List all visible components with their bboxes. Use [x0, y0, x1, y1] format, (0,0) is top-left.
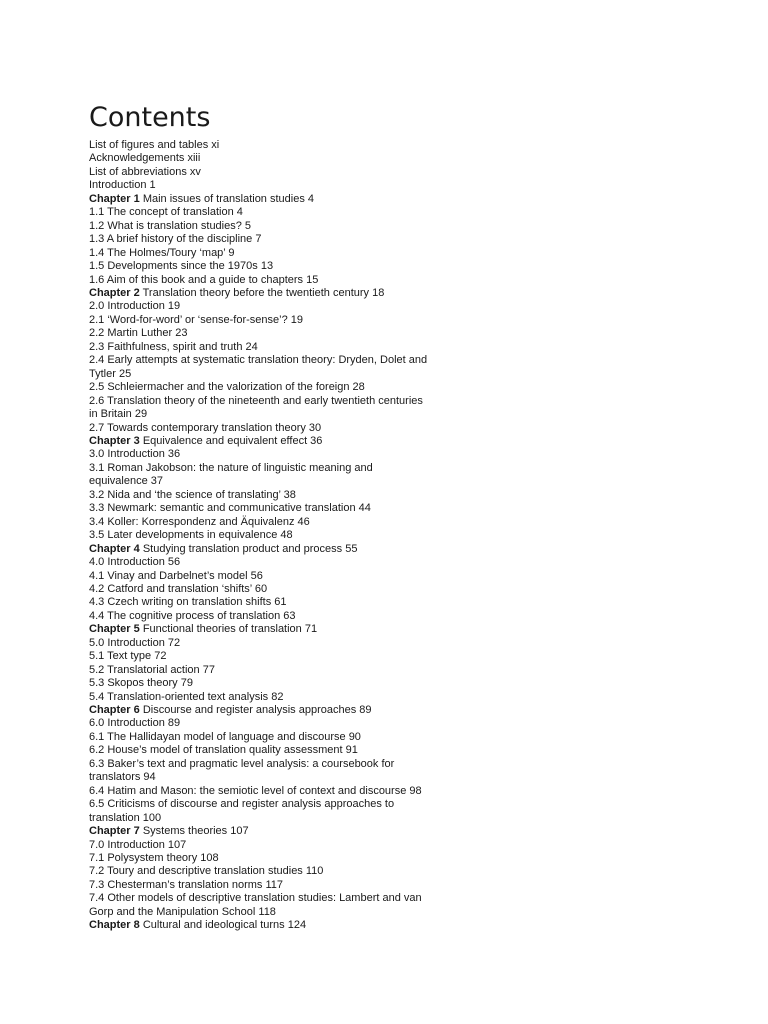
- toc-entry: [89, 529, 429, 542]
- toc-entry: [89, 395, 429, 422]
- toc-entry: [89, 879, 429, 892]
- toc-entry-text: 6.3 Baker’s text and pragmatic level analysis: a coursebook for translators 94: [89, 757, 395, 784]
- chapter-heading: [89, 623, 429, 636]
- toc-entry-text: 6.4 Hatim and Mason: the semiotic level of context and discourse 98: [89, 784, 422, 797]
- toc-entry-text: 2.3 Faithfulness, spirit and truth 24: [89, 340, 258, 353]
- toc-entry-text: Translation theory before the twentieth century 18: [142, 286, 385, 299]
- toc-entry: [89, 650, 429, 663]
- toc-entry: [89, 462, 429, 489]
- toc-entry-text: 2.7 Towards contemporary translation theory 30: [89, 421, 322, 434]
- chapter-heading: [89, 543, 429, 556]
- toc-entry: [89, 341, 429, 354]
- toc-entry-text: 3.2 Nida and ‘the science of translating’ 38: [89, 488, 296, 501]
- toc-entry-text: 3.5 Later developments in equivalence 48: [89, 529, 293, 542]
- toc-entry: [89, 381, 429, 394]
- toc-entry-text: Studying translation product and process 55: [142, 542, 358, 555]
- toc-entry: [89, 300, 429, 313]
- toc-entry: [89, 260, 429, 273]
- chapter-label: Chapter 2: [89, 286, 140, 299]
- toc-entry-text: Functional theories of translation 71: [142, 623, 318, 636]
- toc-entry-text: 5.2 Translatorial action 77: [89, 663, 215, 676]
- toc-entry-text: 7.4 Other models of descriptive translation studies: Lambert and van Gorp and the Manipulation School 118: [89, 892, 422, 918]
- toc-entry-text: 4.1 Vinay and Darbelnet’s model 56: [89, 569, 263, 582]
- chapter-heading: [89, 193, 429, 206]
- toc-entry: [89, 139, 429, 152]
- toc-entry: [89, 179, 429, 192]
- toc-entry: [89, 892, 429, 919]
- chapter-label: Chapter 6: [89, 704, 140, 717]
- toc-entry-text: 7.2 Toury and descriptive translation studies 110: [89, 865, 324, 878]
- toc-entry-text: 1.3 A brief history of the discipline 7: [89, 233, 262, 246]
- toc-entry: [89, 327, 429, 340]
- toc-entry-text: 5.1 Text type 72: [89, 650, 167, 663]
- chapter-heading: [89, 435, 429, 448]
- toc-entry-text: 1.1 The concept of translation 4: [89, 206, 243, 219]
- toc-entry-text: 2.4 Early attempts at systematic translation theory: Dryden, Dolet and Tytler 25: [89, 354, 428, 380]
- toc-entry-text: 3.0 Introduction 36: [89, 448, 181, 461]
- toc-entry-text: Equivalence and equivalent effect 36: [142, 434, 323, 447]
- toc-entry: [89, 206, 429, 219]
- toc-entry: [89, 220, 429, 233]
- toc-entry-text: 1.5 Developments since the 1970s 13: [89, 260, 274, 273]
- page-title: Contents: [89, 102, 211, 133]
- chapter-label: Chapter 7: [89, 825, 140, 838]
- toc-entry-text: 4.2 Catford and translation ‘shifts’ 60: [89, 582, 268, 595]
- chapter-heading: [89, 825, 429, 838]
- chapter-heading: [89, 287, 429, 300]
- toc-entry: [89, 166, 429, 179]
- toc-entry-text: 6.1 The Hallidayan model of language and discourse 90: [89, 730, 361, 743]
- chapter-label: Chapter 1: [89, 192, 140, 205]
- contents-list: [89, 139, 429, 933]
- toc-entry: [89, 637, 429, 650]
- toc-entry: [89, 516, 429, 529]
- toc-entry: [89, 664, 429, 677]
- chapter-heading: [89, 919, 429, 932]
- toc-entry-text: 6.2 House’s model of translation quality assessment 91: [89, 744, 358, 757]
- chapter-label: Chapter 8: [89, 919, 140, 932]
- toc-entry-text: 2.1 ‘Word-for-word’ or ‘sense-for-sense’? 19: [89, 313, 303, 326]
- toc-entry-text: 7.3 Chesterman’s translation norms 117: [89, 878, 284, 891]
- toc-entry: [89, 502, 429, 515]
- toc-entry-text: 5.0 Introduction 72: [89, 636, 181, 649]
- toc-entry-text: 2.5 Schleiermacher and the valorization of the foreign 28: [89, 381, 365, 394]
- toc-entry-text: 1.6 Aim of this book and a guide to chapters 15: [89, 273, 319, 286]
- toc-entry-text: 3.4 Koller: Korrespondenz and Äquivalenz 46: [89, 515, 310, 528]
- toc-entry-text: Acknowledgements xiii: [89, 152, 201, 165]
- toc-entry: [89, 489, 429, 502]
- toc-entry: [89, 744, 429, 757]
- toc-entry: [89, 354, 429, 381]
- toc-entry-text: 4.0 Introduction 56: [89, 556, 181, 569]
- toc-entry-text: 4.3 Czech writing on translation shifts 61: [89, 596, 287, 609]
- toc-entry-text: Main issues of translation studies 4: [142, 192, 315, 205]
- chapter-label: Chapter 5: [89, 623, 140, 636]
- toc-entry-text: 6.5 Criticisms of discourse and register analysis approaches to translation 100: [89, 798, 395, 824]
- chapter-label: Chapter 3: [89, 434, 140, 447]
- toc-entry-text: Systems theories 107: [142, 825, 249, 838]
- toc-entry-text: 5.4 Translation-oriented text analysis 82: [89, 690, 284, 703]
- toc-entry-text: 6.0 Introduction 89: [89, 717, 181, 730]
- toc-entry: [89, 717, 429, 730]
- toc-entry: [89, 691, 429, 704]
- toc-entry: [89, 852, 429, 865]
- toc-entry-text: 3.1 Roman Jakobson: the nature of linguistic meaning and equivalence 37: [89, 461, 373, 488]
- toc-entry-text: 2.2 Martin Luther 23: [89, 327, 188, 340]
- toc-entry: [89, 596, 429, 609]
- toc-entry: [89, 274, 429, 287]
- toc-entry: [89, 247, 429, 260]
- toc-entry: [89, 798, 429, 825]
- toc-entry: [89, 314, 429, 327]
- toc-entry-text: 7.0 Introduction 107: [89, 838, 187, 851]
- toc-entry: [89, 758, 429, 785]
- toc-entry: [89, 785, 429, 798]
- toc-entry: [89, 233, 429, 246]
- toc-entry-text: 1.4 The Holmes/Toury ‘map’ 9: [89, 246, 235, 259]
- toc-entry-text: 3.3 Newmark: semantic and communicative translation 44: [89, 502, 371, 515]
- toc-entry: [89, 610, 429, 623]
- toc-entry-text: 4.4 The cognitive process of translation 63: [89, 609, 296, 622]
- toc-entry-text: 5.3 Skopos theory 79: [89, 677, 193, 690]
- toc-entry: [89, 152, 429, 165]
- toc-entry: [89, 556, 429, 569]
- toc-entry: [89, 865, 429, 878]
- toc-entry: [89, 583, 429, 596]
- toc-entry: [89, 570, 429, 583]
- toc-entry-text: 1.2 What is translation studies? 5: [89, 219, 252, 232]
- toc-entry-text: Cultural and ideological turns 124: [142, 919, 307, 932]
- toc-entry-text: 2.6 Translation theory of the nineteenth and early twentieth centuries in Britain 29: [89, 394, 423, 421]
- toc-entry-text: 2.0 Introduction 19: [89, 300, 181, 313]
- toc-entry: [89, 422, 429, 435]
- toc-entry-text: Introduction 1: [89, 179, 156, 192]
- toc-entry: [89, 731, 429, 744]
- toc-entry-text: List of figures and tables xi: [89, 139, 220, 151]
- chapter-heading: [89, 704, 429, 717]
- toc-entry-text: Discourse and register analysis approaches 89: [142, 704, 372, 717]
- chapter-label: Chapter 4: [89, 542, 140, 555]
- toc-entry: [89, 448, 429, 461]
- toc-entry: [89, 677, 429, 690]
- toc-entry: [89, 839, 429, 852]
- toc-entry-text: List of abbreviations xv: [89, 165, 201, 178]
- toc-entry-text: 7.1 Polysystem theory 108: [89, 852, 219, 865]
